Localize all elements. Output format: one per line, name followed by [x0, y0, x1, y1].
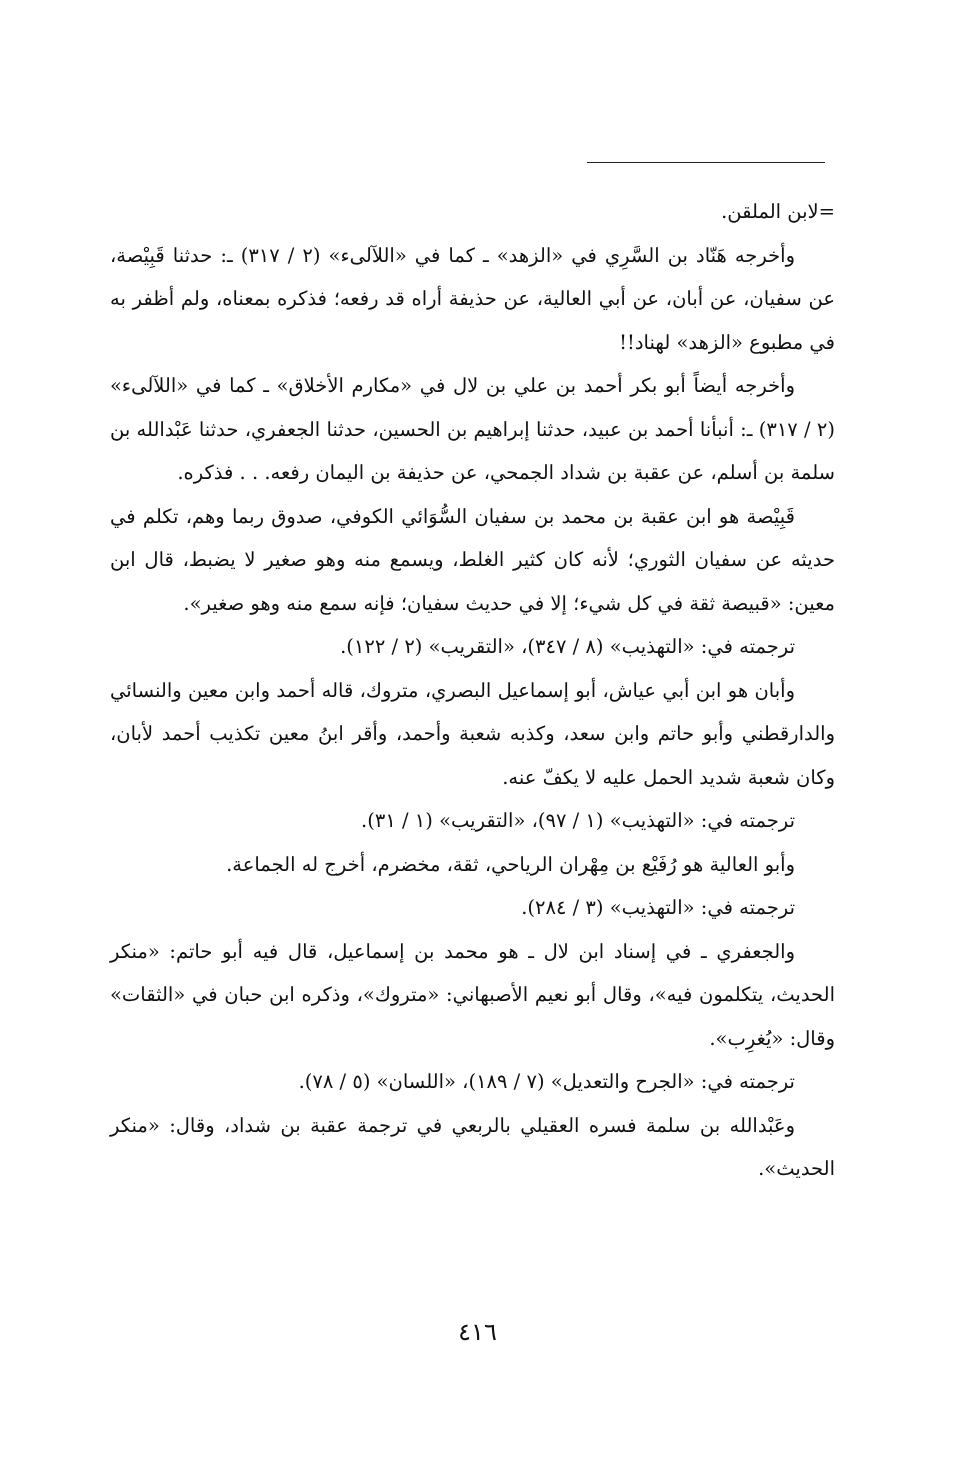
footnote-paragraph: وعَبْدالله بن سلمة فسره العقيلي بالربعي في ترجمة عقبة بن شداد، وقال: «منكر الحديث».	[110, 1113, 835, 1180]
footnote-body	[110, 190, 835, 1191]
footnote-paragraph: وأخرجه هَنّاد بن السَّرِي في «الزهد» ـ كما في «اللآلىء» (٢ / ٣١٧) ـ: حدثنا قَبِيْصة، عن سفيان، عن أبان، عن أبي العالية، عن حذيفة أراه قد رفعه؛ فذكره بمعناه، ولم أظفر به في مطبوع «الزهد» لهناد!!	[110, 243, 835, 354]
footnote-paragraph: وأبو العالية هو رُفَيْع بن مِهْران الرياحي، ثقة، مخضرم، أخرج له الجماعة.	[226, 852, 795, 876]
footnote-citation: ترجمته في: «التهذيب» (٣ / ٢٨٤).	[521, 896, 795, 919]
footnote-citation: ترجمته في: «التهذيب» (١ / ٩٧)، «التقريب» (١ / ٣١).	[361, 809, 795, 832]
footnote-paragraph: وأبان هو ابن أبي عياش، أبو إسماعيل البصري، متروك، قاله أحمد وابن معين والنسائي والدارقطني وأبو حاتم وابن سعد، وكذبه شعبة وأحمد، وأقر ابنُ معين تكذيب أحمد لأبان، وكان شعبة شديد الحمل عليه لا يكفّ عنه.	[110, 678, 835, 789]
page-number: ٤١٦	[458, 1318, 497, 1346]
footnote-paragraph: وأخرجه أيضاً أبو بكر أحمد بن علي بن لال في «مكارم الأخلاق» ـ كما في «اللآلىء» (٢ / ٣١٧) ـ: أنبأنا أحمد بن عبيد، حدثنا إبراهيم بن الحسين، حدثنا الجعفري، حدثنا عَبْدالله بن سلمة بن أسلم، عن عقبة بن شداد الجمحي، عن حذيفة بن اليمان رفعه. . . فذكره.	[110, 374, 835, 484]
footnote-citation: ترجمته في: «الجرح والتعديل» (٧ / ١٨٩)، «اللسان» (٥ / ٧٨).	[298, 1070, 795, 1093]
footnote-separator	[587, 162, 825, 163]
footnote-paragraph: والجعفري ـ في إسناد ابن لال ـ هو محمد بن إسماعيل، قال فيه أبو حاتم: «منكر الحديث، يتكلمون فيه»، وقال أبو نعيم الأصبهاني: «متروك»، وذكره ابن حبان في «الثقات» وقال: «يُغرِب».	[110, 939, 835, 1050]
footnote-citation: ترجمته في: «التهذيب» (٨ / ٣٤٧)، «التقريب» (٢ / ١٢٢).	[340, 635, 795, 658]
footnote-paragraph: =لابن الملقن.	[721, 200, 835, 223]
footnote-paragraph: قَبِيْصة هو ابن عقبة بن محمد بن سفيان السُّوَائي الكوفي، صدوق ربما وهم، تكلم في حديثه عن سفيان الثوري؛ لأنه كان كثير الغلط، ويسمع منه وهو صغير لا يضبط، قال ابن معين: «قبيصة ثقة في كل شيء؛ إلا في حديث سفيان؛ فإنه سمع منه وهو صغير».	[110, 504, 835, 615]
